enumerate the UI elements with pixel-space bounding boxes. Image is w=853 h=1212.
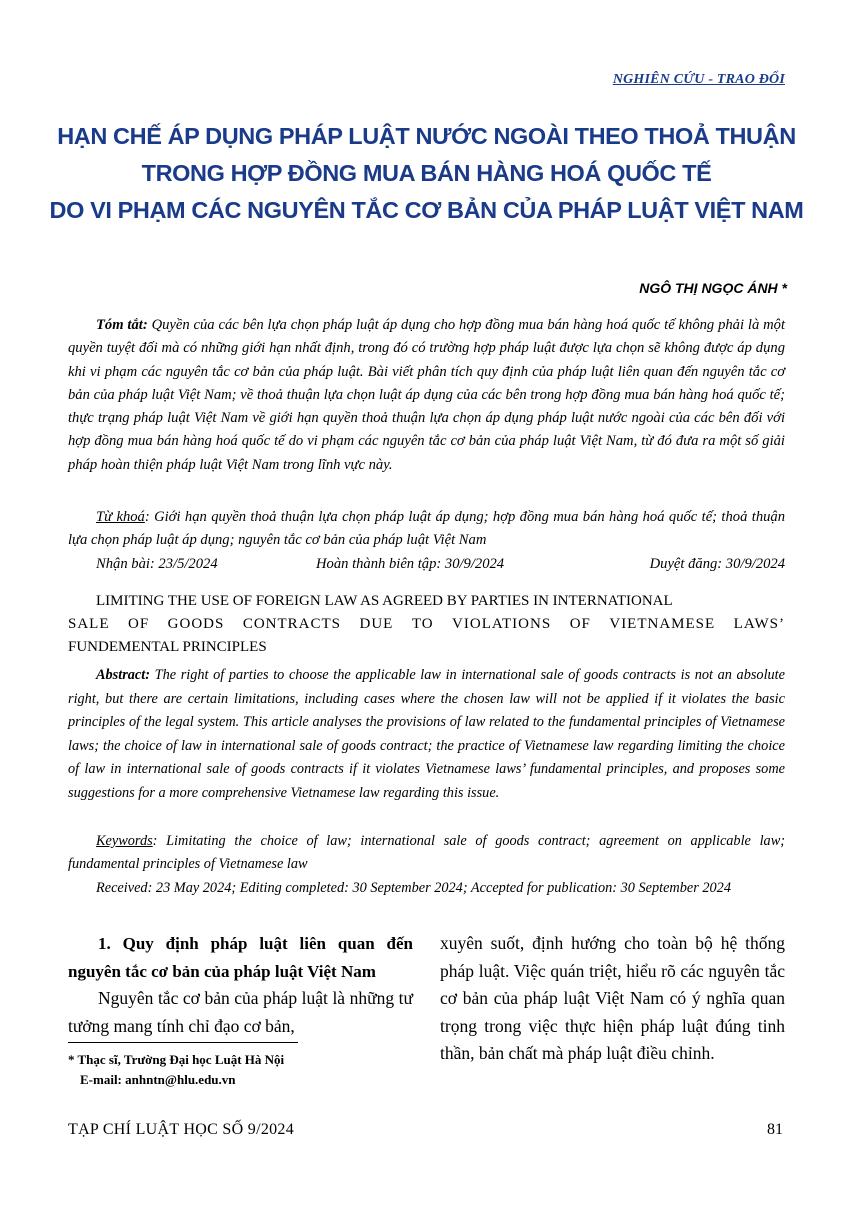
section-heading: 1. Quy định pháp luật liên quan đến nguyên tắc cơ bản của pháp luật Việt Nam (68, 934, 413, 981)
english-title-word: LAWS’ (733, 616, 785, 632)
english-title-word: OF (127, 616, 150, 632)
vietnamese-abstract (68, 314, 785, 477)
keywords-label-en: Keywords (96, 833, 153, 849)
edited-date-vi: Hoàn thành biên tập: 30/9/2024 (316, 556, 505, 572)
english-abstract (68, 664, 785, 806)
page-number: 81 (767, 1121, 783, 1138)
keywords-text-en: : Limitating the choice of law; international sale of goods contract; agreement on applicable law; fundamental principles of Vietnamese law (68, 833, 785, 873)
english-dates: Received: 23 May 2024; Editing completed: 30 September 2024; Accepted for publication: 30 September 2024 (96, 880, 731, 896)
abstract-text-vi: Quyền của các bên lựa chọn pháp luật áp dụng cho hợp đồng mua bán hàng hoá quốc tế không phải là một quyền tuyệt đối mà có những giới hạn nhất định, trong đó có trường hợp pháp luật được lựa chọn sẽ không được áp dụng khi vi phạm các nguyên tắc cơ bản của pháp luật. Bài viết phân tích quy định của pháp luật liên quan đến nguyên tắc cơ bản của pháp luật Việt Nam; về thoả thuận lựa chọn luật áp dụng của các bên trong hợp đồng mua bán hàng hoá quốc tế; thực trạng pháp luật Việt Nam về giới hạn quyền thoả thuận lựa chọn áp dụng pháp luật nước ngoài của các bên đối với hợp đồng mua bán hàng hoá quốc tế do vi phạm các nguyên tắc cơ bản của pháp luật Việt Nam, từ đó đưa ra một số giải pháp hoàn thiện pháp luật Việt Nam trong lĩnh vực này. (68, 317, 785, 473)
section-label: NGHIÊN CỨU - TRAO ĐỔI (612, 72, 785, 87)
abstract-text-en: The right of parties to choose the applicable law in international sale of goods contracts is not an absolute right, but there are certain limitations, including cases where the chosen law will not be applied if it violates the basic principles of the legal system. This article analyses the provisions of law related to the fundamental principles of Vietnamese laws; the choice of law in international sale of goods contract; the practice of Vietnamese law regarding limiting the choice of law in international sale of goods contracts if it violates Vietnamese laws’ fundamental principles, and proposes some suggestions for a more comprehensive Vietnamese law regarding this issue. (68, 667, 786, 801)
body-paragraph: xuyên suốt, định hướng cho toàn bộ hệ thống pháp luật. Việc quán triệt, hiểu rõ các nguyên tắc cơ bản của pháp luật Việt Nam có ý nghĩa quan trọng trong việc thực hiện pháp luật đúng tinh thần, bản chất mà pháp luật điều chỉnh. (440, 933, 785, 1063)
title-line-1: HẠN CHẾ ÁP DỤNG PHÁP LUẬT NƯỚC NGOÀI THEO THOẢ THUẬN (57, 123, 796, 149)
english-title-word: SALE (68, 616, 110, 632)
english-title-word: VIETNAMESE (609, 616, 716, 632)
footnote-divider (68, 1042, 298, 1043)
author-name: NGÔ THỊ NGỌC ÁNH * (639, 280, 787, 296)
keywords-text-vi: : Giới hạn quyền thoả thuận lựa chọn pháp luật áp dụng; hợp đồng mua bán hàng hoá quốc tế; thoả thuận lựa chọn pháp luật áp dụng; nguyên tắc cơ bản của pháp luật Việt Nam (68, 509, 786, 549)
title-line-3: DO VI PHẠM CÁC NGUYÊN TẮC CƠ BẢN CỦA PHÁP LUẬT VIỆT NAM (49, 197, 804, 223)
english-title-line-3: FUNDEMENTAL PRINCIPLES (68, 639, 267, 655)
english-title-word: DUE (359, 616, 394, 632)
received-date-vi: Nhận bài: 23/5/2024 (96, 556, 218, 572)
english-title-word: CONTRACTS (242, 616, 342, 632)
footnote (68, 1050, 413, 1090)
abstract-label-en: Abstract: (96, 667, 151, 683)
body-column-left (68, 930, 413, 1040)
journal-name: TẠP CHÍ LUẬT HỌC SỐ 9/2024 (68, 1121, 295, 1138)
english-title-word: GOODS (167, 616, 225, 632)
english-title-word: VIOLATIONS (452, 616, 552, 632)
english-title-word: TO (411, 616, 434, 632)
vietnamese-dates (96, 556, 785, 580)
footnote-affiliation: * Thạc sĩ, Trường Đại học Luật Hà Nội (68, 1052, 285, 1067)
english-title-word: OF (569, 616, 591, 632)
body-column-right (440, 930, 785, 1068)
title-line-2: TRONG HỢP ĐỒNG MUA BÁN HÀNG HOÁ QUỐC TẾ (141, 160, 712, 186)
english-keywords (68, 830, 785, 877)
vietnamese-keywords (68, 506, 785, 553)
body-paragraph: Nguyên tắc cơ bản của pháp luật là những tư tưởng mang tính chỉ đạo cơ bản, (68, 988, 413, 1036)
abstract-label-vi: Tóm tắt: (96, 317, 148, 333)
english-title-line-2 (68, 613, 785, 636)
keywords-label-vi: Từ khoá (96, 509, 145, 525)
english-title (68, 590, 785, 659)
footnote-email: E-mail: anhntn@hlu.edu.vn (80, 1072, 236, 1087)
article-title (40, 118, 813, 229)
english-title-line-1: LIMITING THE USE OF FOREIGN LAW AS AGREED BY PARTIES IN INTERNATIONAL (96, 593, 673, 609)
accepted-date-vi: Duyệt đăng: 30/9/2024 (649, 556, 785, 572)
